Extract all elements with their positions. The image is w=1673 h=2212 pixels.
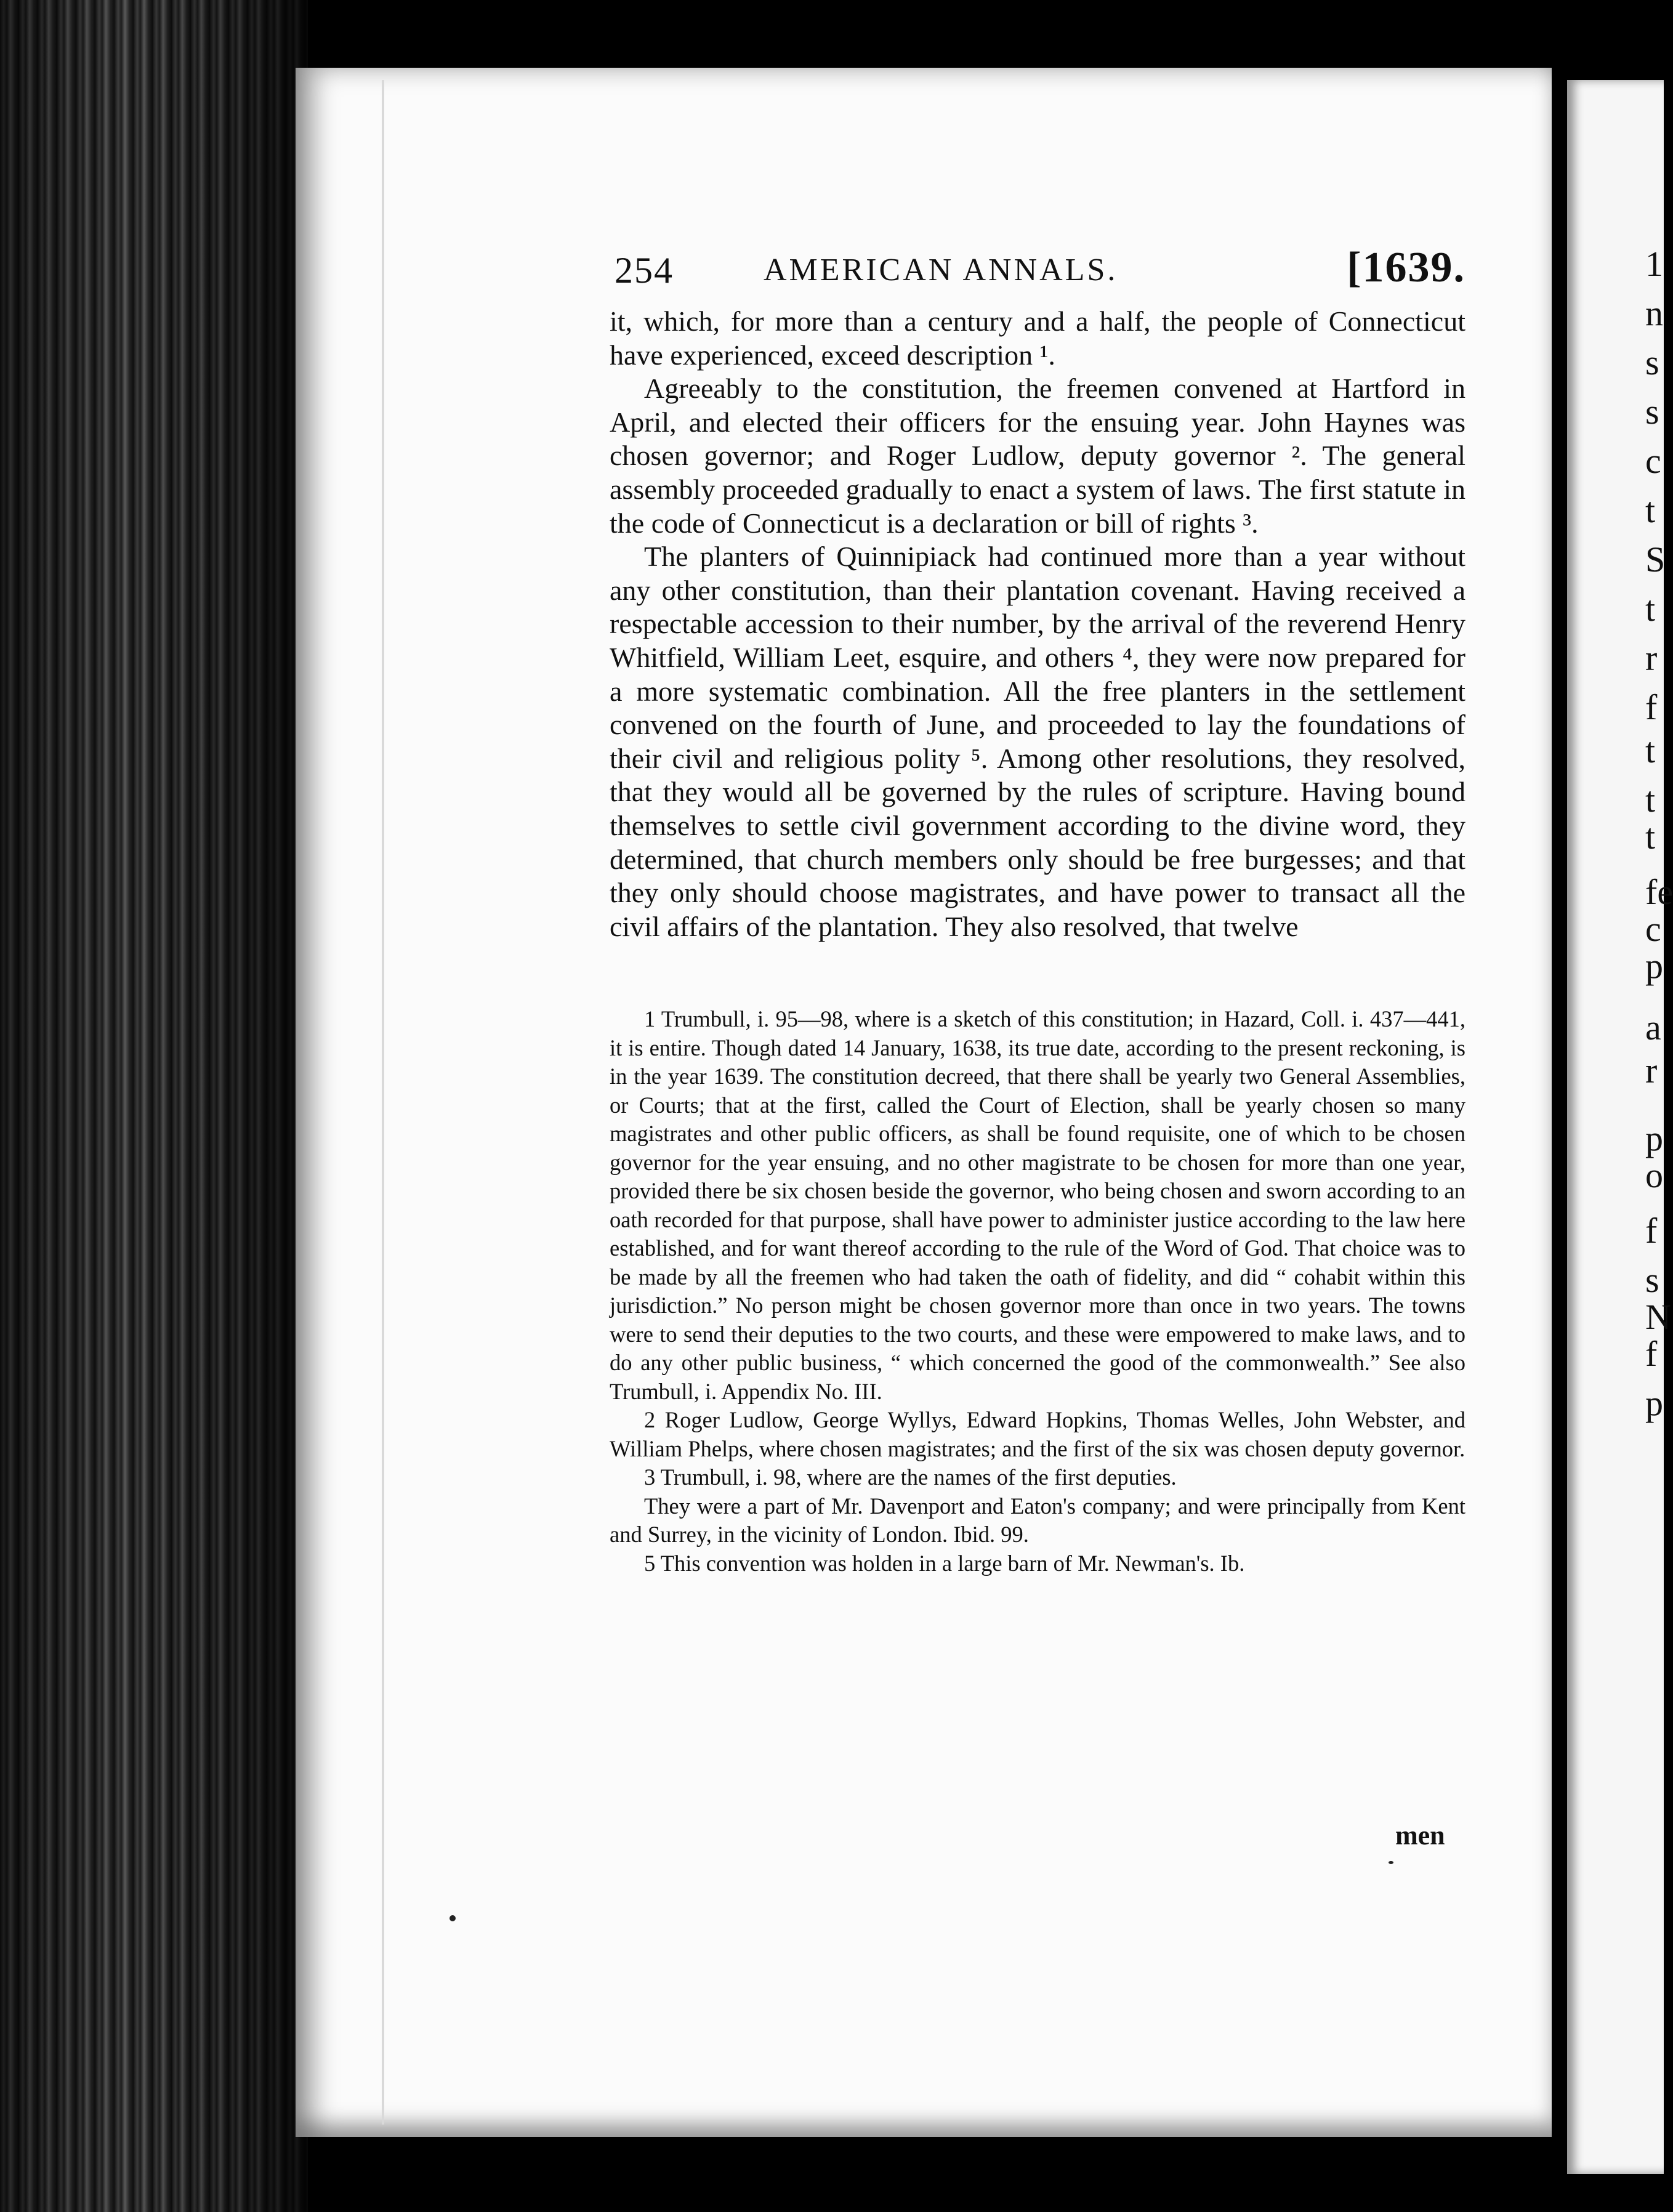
facing-page-letter: r xyxy=(1645,638,1658,678)
facing-page-letter: f xyxy=(1645,687,1658,727)
binding-shadow xyxy=(0,0,308,2212)
catchword: men xyxy=(1395,1820,1445,1851)
facing-page-letter: t xyxy=(1645,490,1656,530)
facing-page-letter: a xyxy=(1645,1007,1661,1047)
facing-page-letter: p xyxy=(1645,1383,1663,1423)
facing-page-letter: fe xyxy=(1645,872,1673,912)
facing-page-letter: p xyxy=(1645,1118,1663,1158)
facing-page-letter: t xyxy=(1645,730,1656,770)
body-text xyxy=(610,305,1465,943)
facing-page-letter: c xyxy=(1645,909,1661,949)
facing-page-letter: t xyxy=(1645,589,1656,629)
facing-page-letter: s xyxy=(1645,392,1659,432)
body-paragraph: it, which, for more than a century and a half, the people of Connecticut have experienced, exceed description ¹. xyxy=(610,305,1465,371)
page-content xyxy=(610,243,1465,1578)
footnote: 2 Roger Ludlow, George Wyllys, Edward Hopkins, Thomas Welles, John Webster, and William Phelps, where chosen magistrates; and the first of the six was chosen deputy governor. xyxy=(610,1407,1465,1461)
ink-speck xyxy=(449,1915,456,1921)
facing-page-letter: S xyxy=(1645,539,1666,579)
facing-page-letter: o xyxy=(1645,1155,1663,1195)
page-number: 254 xyxy=(615,250,674,291)
footnotes xyxy=(610,1005,1465,1578)
footnote: 1 Trumbull, i. 95—98, where is a sketch of this constitution; in Hazard, Coll. i. 437—441, it is entire. Though dated 14 January, 1638, its true date, according to the present reckoning, is in the year 1639. The constitution decreed, that there shall be yearly two General Assemblies, or Courts; that at the first, called the Court of Election, shall be yearly chosen so many magistrates and other public officers, as shall be found requisite, one of which to be chosen governor for the year ensuing, and no other magistrate to be chosen for more than one year, provided there be six chosen beside the governor, who being chosen and sworn according to an oath recorded for that purpose, shall have power to administer justice according to the law here established, and for want thereof according to the rule of the Word of God. That choice was to be made by all the freemen who had taken the oath of fidelity, and did “ cohabit within this jurisdiction.” No person might be chosen governor more than once in two years. The towns were to send their deputies to the two courts, and these were empowered to make laws, and to do any other public business, “ which concerned the good of the commonwealth.” See also Trumbull, i. Appendix No. III. xyxy=(610,1006,1465,1404)
facing-page-letter: s xyxy=(1645,1260,1659,1300)
running-head xyxy=(610,243,1465,305)
facing-page-letter: f xyxy=(1645,1211,1658,1251)
facing-page-letter: r xyxy=(1645,1051,1658,1091)
facing-page-letter: N xyxy=(1645,1297,1671,1337)
footnote: They were a part of Mr. Davenport and Eaton's company; and were principally from Kent and Surrey, in the vicinity of London. Ibid. 99. xyxy=(610,1493,1465,1548)
page-gutter-line xyxy=(382,80,384,2125)
footnote: 5 This convention was holden in a large barn of Mr. Newman's. Ib. xyxy=(644,1550,1245,1576)
body-paragraph: Agreeably to the constitution, the freemen convened at Hartford in April, and elected their officers for the ensuing year. John Haynes was chosen governor; and Roger Ludlow, deputy governor ². The general assembly proceeded gradually to enact a system of laws. The first statute in the code of Connecticut is a declaration or bill of rights ³. xyxy=(610,373,1465,539)
running-year: [1639. xyxy=(1347,244,1465,291)
facing-page-letter: 1 xyxy=(1645,244,1663,284)
facing-page-letter: s xyxy=(1645,342,1659,382)
facing-page-letter: t xyxy=(1645,817,1656,857)
running-title: AMERICAN ANNALS. xyxy=(764,252,1118,288)
ink-speck xyxy=(1389,1861,1393,1864)
facing-page-letter: t xyxy=(1645,780,1656,820)
body-paragraph: The planters of Quinnipiack had continued more than a year without any other constitution, than their plantation covenant. Having received a respectable accession to their number, by the arrival of the reverend Henry Whitfield, William Leet, esquire, and others ⁴, they were now prepared for a more systematic combination. All the free planters in the settlement convened on the fourth of June, and proceeded to lay the foundations of their civil and religious polity ⁵. Among other resolutions, they resolved, that they would all be governed by the rules of scripture. Having bound themselves to settle civil government according to the divine word, they determined, that church members only should be free burgesses; and that they only should choose magistrates, and have power to transact all the civil affairs of the plantation. They also resolved, that twelve xyxy=(610,541,1465,942)
facing-page-letter: n xyxy=(1645,293,1663,333)
facing-page-letter: f xyxy=(1645,1334,1658,1374)
facing-page-letter: p xyxy=(1645,946,1663,986)
footnote: 3 Trumbull, i. 98, where are the names of the first deputies. xyxy=(644,1464,1177,1490)
facing-page-letter: c xyxy=(1645,441,1661,481)
